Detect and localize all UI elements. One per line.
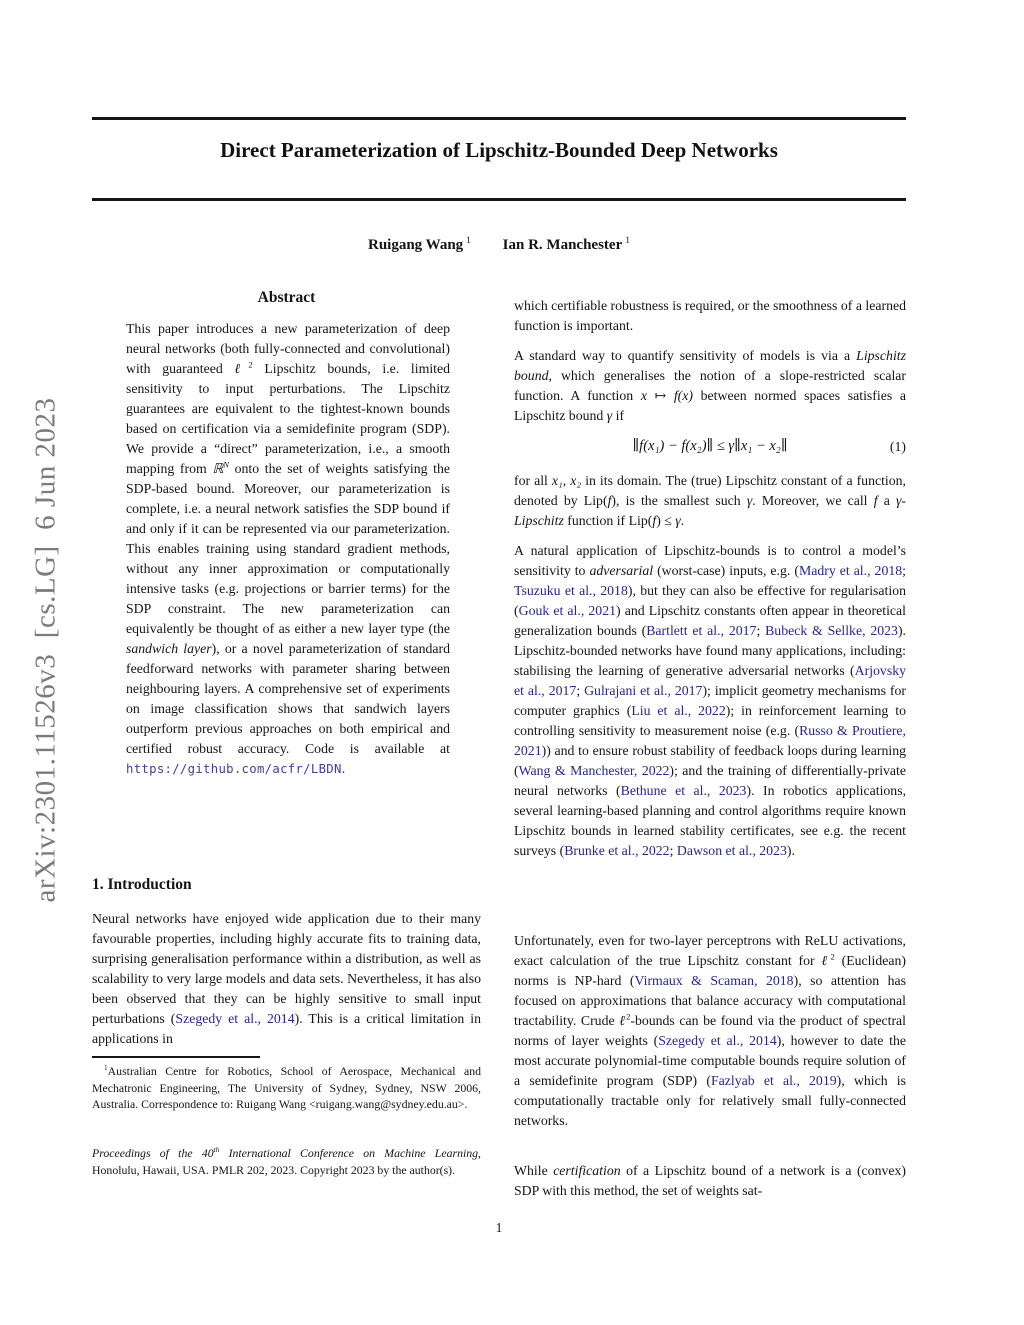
citation-link[interactable]: Brunke et al., 2022 bbox=[564, 843, 670, 858]
paragraph-lipschitz-bound bbox=[514, 346, 906, 426]
text-run: ) ≤ bbox=[656, 513, 676, 528]
text-run: onto the set of weights satisfying the SDP-based bound. Moreover, our parameterization is complete, i.e. a neural network satisfies the SDP bound if and only if it can be represented via our parameterization. This enables training using standard gradient methods, without any inner approximation or computationally intensive tasks (e.g. projections or barrier terms) for the SDP constraint. The new parameterization can equivalently be thought of as either a new layer type (the bbox=[126, 461, 451, 636]
text-run: sandwich layer bbox=[126, 641, 212, 656]
title-rule-bottom bbox=[92, 198, 906, 201]
text-run: f bbox=[607, 493, 612, 508]
text-run: ), but they can also be effective for regularisation ( bbox=[514, 583, 907, 618]
text-run: ), so attention has focused on approximations that balance accuracy with computational tractability. Crude bbox=[514, 973, 907, 1028]
text-run: ); implicit geometry mechanisms for computer graphics ( bbox=[514, 683, 906, 718]
equation-number: (1) bbox=[889, 439, 906, 454]
text-run: . Moreover, we call bbox=[752, 493, 874, 508]
paragraph-certification bbox=[514, 1161, 906, 1201]
text-run: f bbox=[873, 493, 878, 508]
text-run: Unfortunately, even for two-layer perceptrons with ReLU activations, exact calculation of the true Lipschitz constant for bbox=[514, 933, 906, 968]
text-run: ℝ bbox=[212, 461, 224, 476]
citation-link[interactable]: Virmaux & Scaman, 2018 bbox=[634, 973, 794, 988]
text-run: th bbox=[213, 1145, 220, 1155]
text-run: Lipschitz bounds, i.e. limited sensitivity to input perturbations. The Lipschitz guarantees are equivalent to the tightest-known bounds based on certification via a semidefinite program (SDP). We provide a “direct” parameterization, i.e., a smooth mapping from bbox=[126, 361, 451, 476]
text-run: A standard way to quantify sensitivity of models is via a bbox=[514, 348, 857, 363]
text-run: ; bbox=[902, 563, 906, 578]
text-run: A natural application of Lipschitz-bounds is to control a model’s sensitivity to bbox=[514, 543, 906, 578]
text-run: in its domain. The (true) Lipschitz constant of a function, denoted by Lip( bbox=[514, 473, 906, 508]
text-run: 2 bbox=[626, 1011, 631, 1022]
authors-line bbox=[92, 237, 906, 254]
text-run: ), or a novel parameterization of standard feedforward networks with parameter sharing between neighbouring layers. A comprehensive set of experiments on image classification shows that sandwich layers outperform previous approaches on both empirical and certified robust accuracy. Code is available at bbox=[126, 641, 450, 756]
text-run: ). This is a critical limitation in applications in bbox=[92, 1011, 481, 1046]
paragraph-robustness-continuation bbox=[514, 296, 906, 336]
citation-link[interactable]: Gouk et al., 2021 bbox=[518, 603, 616, 618]
text-run: N bbox=[223, 459, 229, 470]
abstract-body bbox=[126, 319, 450, 779]
text-run: x ↦ f(x) bbox=[640, 388, 693, 403]
text-run: a bbox=[877, 493, 896, 508]
citation-link[interactable]: Arjovsky et al., 2017 bbox=[514, 663, 906, 698]
paragraph-applications bbox=[514, 541, 906, 861]
text-run: 1 bbox=[104, 1063, 108, 1073]
text-run: ), is the smallest such bbox=[611, 493, 747, 508]
text-run: While bbox=[514, 1163, 554, 1178]
text-run: (worst-case) inputs, e.g. ( bbox=[653, 563, 799, 578]
author-name: Ian R. Manchester bbox=[502, 237, 623, 253]
text-run: ); in reinforcement learning to controlling sensitivity to measurement noise (e.g. ( bbox=[514, 703, 906, 738]
text-run: f bbox=[652, 513, 657, 528]
text-run: between normed spaces satisfies a Lipschitz bound bbox=[514, 388, 906, 423]
citation-link[interactable]: Madry et al., 2018 bbox=[798, 563, 903, 578]
text-run: ), which is computationally tractable only for relatively small fully-connected networks. bbox=[514, 1073, 906, 1128]
text-run: 2 bbox=[248, 359, 253, 370]
text-run: of a Lipschitz bound of a network is a (convex) SDP with this method, the set of weights sat- bbox=[514, 1163, 906, 1198]
citation-link[interactable]: Bubeck & Sellke, 2023 bbox=[765, 623, 898, 638]
text-run: ; bbox=[756, 623, 766, 638]
text-run: . bbox=[680, 513, 685, 528]
author-ruigang-wang bbox=[368, 237, 471, 253]
text-run: (Euclidean) norms is NP-hard ( bbox=[514, 953, 906, 988]
footnote-rule bbox=[92, 1056, 260, 1058]
text-run: -bounds can be found via the product of spectral norms of layer weights ( bbox=[514, 1013, 906, 1048]
introduction-paragraph bbox=[92, 909, 481, 1049]
page-number: 1 bbox=[495, 1220, 503, 1235]
text-run: This paper introduces a new parameterization of deep neural networks (both fully-connected and convolutional) with guaranteed bbox=[126, 321, 450, 376]
text-run: ). Lipschitz-bounded networks have found many applications, including: stabilising the learning of generative adversarial networks ( bbox=[514, 623, 906, 678]
text-run: . bbox=[341, 761, 346, 776]
text-run: γ-Lipschitz bbox=[514, 493, 907, 528]
text-run: ; bbox=[576, 683, 585, 698]
section-heading-introduction: 1. Introduction bbox=[92, 876, 192, 893]
copyright-notice bbox=[92, 1145, 481, 1178]
citation-link[interactable]: Gulrajani et al., 2017 bbox=[584, 683, 703, 698]
text-run: x₁, x₂ bbox=[551, 473, 582, 488]
text-run: Neural networks have enjoyed wide application due to their many favourable properties, including highly accurate fits to training data, surprising generalisation performance within a distribution, as well as scalability to very large models and data sets. Nevertheless, it has also been observed that they can be highly sensitive to small input perturbations ( bbox=[92, 911, 481, 1026]
text-run: if bbox=[612, 408, 625, 423]
citation-link[interactable]: Bethune et al., 2023 bbox=[620, 783, 747, 798]
text-run: Proceedings of the 40 bbox=[92, 1146, 214, 1160]
text-run: ), however to date the most accurate polynomial-time computable bounds require solution of a semidefinite program (SDP) ( bbox=[514, 1033, 906, 1088]
citation-link[interactable]: Szegedy et al., 2014 bbox=[175, 1011, 295, 1026]
citation-link[interactable]: Tsuzuku et al., 2018 bbox=[514, 583, 628, 598]
affiliation-mark: 1 bbox=[466, 236, 471, 246]
arxiv-watermark: arXiv:2301.11526v3 [cs.LG] 6 Jun 2023 bbox=[29, 397, 62, 903]
text-run: , Honolulu, Hawaii, USA. PMLR 202, 2023. Copyright 2023 by the author(s). bbox=[92, 1146, 481, 1177]
paper-title: Direct Parameterization of Lipschitz-Bounded Deep Networks bbox=[220, 138, 778, 162]
text-run: γ bbox=[675, 513, 681, 528]
citation-link[interactable]: Szegedy et al., 2014 bbox=[658, 1033, 777, 1048]
abstract-heading: Abstract bbox=[257, 289, 316, 306]
affiliation-mark: 1 bbox=[625, 236, 630, 246]
author-ian-manchester bbox=[503, 237, 630, 253]
text-run: γ bbox=[746, 493, 753, 508]
text-run: ); and the training of differentially-private neural networks ( bbox=[514, 763, 907, 798]
text-run: ). bbox=[786, 843, 795, 858]
citation-link[interactable]: Wang & Manchester, 2022 bbox=[518, 763, 670, 778]
citation-link[interactable]: Liu et al., 2022 bbox=[631, 703, 726, 718]
author-name: Ruigang Wang bbox=[367, 237, 464, 253]
title-rule-top bbox=[92, 117, 906, 120]
citation-link[interactable]: Dawson et al., 2023 bbox=[676, 843, 787, 858]
text-run: which certifiable robustness is required, or the smoothness of a learned function is important. bbox=[514, 298, 906, 333]
paragraph-np-hard bbox=[514, 931, 906, 1131]
text-run: ℓ bbox=[619, 1013, 627, 1028]
text-run: ; bbox=[669, 843, 677, 858]
text-run: Lipschitz bound bbox=[514, 348, 906, 383]
text-run: )) and to ensure robust stability of feedback loops during learning ( bbox=[514, 743, 906, 778]
text-run: Australian Centre for Robotics, School of Aerospace, Mechanical and Mechatronic Engineering, The University of Sydney, Sydney, NSW 2006, Australia. Correspondence to: Ruigang Wang <ruigang.wang@sydney.edu.au>. bbox=[92, 1064, 481, 1111]
paragraph-lipschitz-constant bbox=[514, 471, 906, 531]
citation-link[interactable]: Fazlyab et al., 2019 bbox=[710, 1073, 837, 1088]
text-run: 2 bbox=[830, 951, 835, 962]
equation-body: ∥f(x₁) − f(x₂)∥ ≤ γ∥x₁ − x₂∥ bbox=[632, 438, 788, 454]
citation-link[interactable]: Bartlett et al., 2017 bbox=[646, 623, 757, 638]
citation-link[interactable]: Russo & Proutiere, 2021 bbox=[514, 723, 906, 758]
text-run: for all bbox=[514, 473, 552, 488]
text-run: ℓ bbox=[234, 361, 249, 376]
text-run: adversarial bbox=[589, 563, 654, 578]
footnote-affiliation bbox=[92, 1063, 481, 1113]
text-run: ) and Lipschitz constants often appear in theoretical generalization bounds ( bbox=[514, 603, 906, 638]
text-run: γ bbox=[606, 408, 613, 423]
text-run: certification bbox=[553, 1163, 621, 1178]
code-url-link[interactable]: https://github.com/acfr/LBDN bbox=[126, 762, 342, 776]
text-run: International Conference on Machine Learning bbox=[219, 1146, 479, 1160]
text-run: function if Lip( bbox=[563, 513, 653, 528]
text-run: , which generalises the notion of a slope-restricted scalar function. A function bbox=[514, 368, 906, 403]
text-run: ℓ bbox=[821, 953, 831, 968]
equation-1 bbox=[514, 438, 906, 455]
text-run: ). In robotics applications, several learning-based planning and control algorithms require known Lipschitz bounds in learned stability certificates, see e.g. the recent surveys ( bbox=[514, 783, 907, 858]
